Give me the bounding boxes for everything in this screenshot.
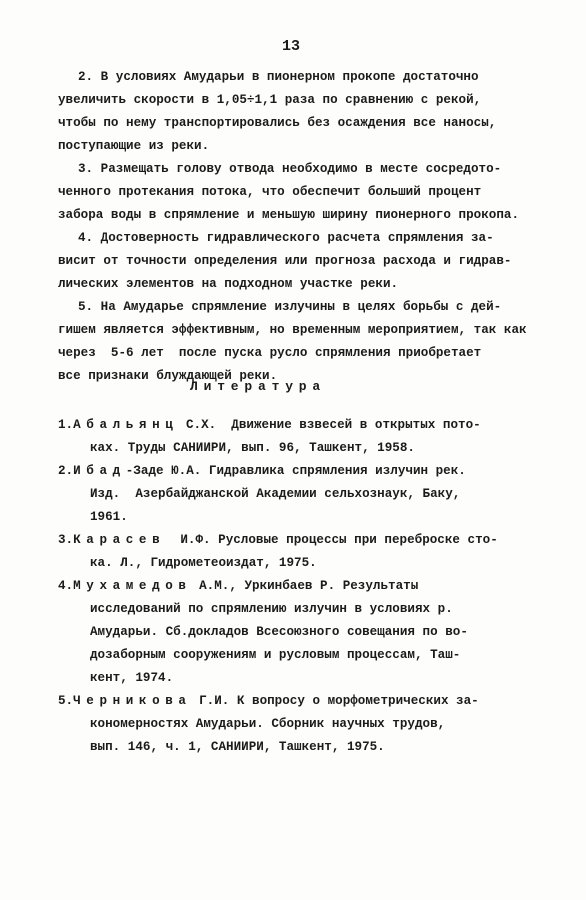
reference-author: Черникова	[73, 694, 192, 708]
body-line: висит от точности определения или прогноза расхода и гидрав-	[58, 254, 512, 268]
page-number: 13	[282, 38, 301, 55]
body-line: гишем является эффективным, но временным мероприятием, так как	[58, 323, 527, 337]
reference-author: Мухамедов	[73, 579, 192, 593]
reference-continuation: кент, 1974.	[90, 671, 174, 685]
reference-continuation: вып. 146, ч. 1, САНИИРИ, Ташкент, 1975.	[90, 740, 385, 754]
reference-text: -Заде Ю.А. Гидравлика спрямления излучин рек.	[125, 464, 466, 478]
body-line: 5. На Амударье спрямление излучины в целях борьбы с дей-	[78, 300, 502, 314]
body-line: ченного протекания потока, что обеспечит больший процент	[58, 185, 482, 199]
body-line: чтобы по нему транспортировались без осаждения все наносы,	[58, 116, 497, 130]
reference-number: 3.	[58, 533, 74, 547]
reference-continuation: дозаборным сооружениям и русловым процессам, Таш-	[90, 648, 461, 662]
literature-heading: Литература	[190, 379, 327, 394]
body-line: лических элементов на подходном участке реки.	[58, 277, 399, 291]
reference-continuation: ка. Л., Гидрометеоиздат, 1975.	[90, 556, 317, 570]
body-line: 2. В условиях Амударьи в пионерном прокопе достаточно	[78, 70, 479, 84]
reference-text: С.Х. Движение взвесей в открытых пото-	[178, 418, 481, 432]
reference-number: 2.	[58, 464, 74, 478]
reference-continuation: кax. Труды САНИИРИ, вып. 96, Ташкент, 1958.	[90, 441, 415, 455]
body-line: 4. Достоверность гидравлического расчета спрямления за-	[78, 231, 494, 245]
reference-continuation: кономерностях Амударьи. Сборник научных трудов,	[90, 717, 446, 731]
reference-author: Абальянц	[73, 418, 179, 432]
reference-continuation: Изд. Азербайджанской Академии сельхознаук, Баку,	[90, 487, 461, 501]
body-line: все признаки блуждающей реки.	[58, 369, 278, 383]
reference-text: Г.И. К вопросу о морфометрических за-	[191, 694, 479, 708]
reference-4	[58, 579, 418, 594]
reference-author: Карасев	[73, 533, 166, 547]
reference-continuation: исследований по спрямлению излучин в условиях р.	[90, 602, 453, 616]
reference-number: 5.	[58, 694, 74, 708]
reference-continuation: 1961.	[90, 510, 128, 524]
reference-5	[58, 694, 479, 709]
reference-3	[58, 533, 498, 548]
reference-author: Ибад	[73, 464, 126, 478]
body-line: 3. Размещать голову отвода необходимо в месте сосредото-	[78, 162, 502, 176]
body-line: через 5-6 лет после пуска русло спрямления приобретает	[58, 346, 482, 360]
body-line: забора воды в спрямление и меньшую ширину пионерного прокопа.	[58, 208, 520, 222]
reference-text: А.М., Уркинбаев Р. Результаты	[191, 579, 419, 593]
body-line: увеличить скорости в 1,05÷1,1 раза по сравнению с рекой,	[58, 93, 482, 107]
body-line: поступающие из реки.	[58, 139, 210, 153]
reference-number: 1.	[58, 418, 74, 432]
reference-number: 4.	[58, 579, 74, 593]
reference-text: И.Ф. Русловые процессы при переброске сто-	[165, 533, 498, 547]
reference-1	[58, 418, 481, 433]
reference-continuation: Амударьи. Сб.докладов Всесоюзного совещания по во-	[90, 625, 468, 639]
reference-2	[58, 464, 466, 479]
